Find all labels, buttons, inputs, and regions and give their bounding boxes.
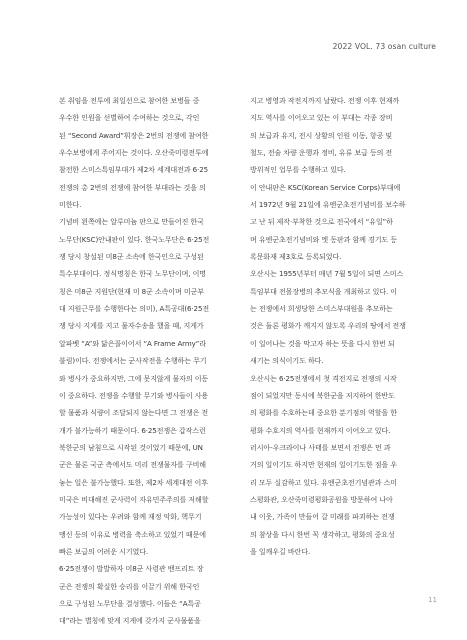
text-line: 철도, 전술 차량 운행과 정비, 유류 보급 등의 전 (250, 148, 393, 158)
text-line: 며 유엔군초전기념비와 엣 동판과 함께 경기도 등 (250, 234, 397, 244)
text-line: 가능성이 있다는 우려와 함께 재정 악화, 핵무기 (59, 512, 202, 522)
text-line: 쟁 당시 지게를 지고 물자수송을 했을 때, 지게가 (59, 321, 204, 331)
text-line: 기념비 왼쪽에는 알루미늄 판으로 만들어진 한국 (59, 217, 204, 227)
text-line: 방위적인 업무를 수행하고 있다. (250, 165, 346, 175)
text-line: 을 일깨우길 바란다. (250, 546, 311, 556)
text-line: 우수한 인원을 선별하여 수여하는 것으로, 각인 (59, 113, 200, 123)
magazine-header: 2022 VOL. 73 osan culture (332, 42, 436, 51)
text-line: 미국은 비대해진 군사력이 자유민주주의를 저해할 (59, 494, 209, 504)
text-line: 특임부대 전몰장병의 추모식을 개최하고 있다. 이 (250, 286, 397, 296)
text-line: 대 지원근무를 수행한다는 의미), A특공대(6·25전 (59, 304, 210, 314)
text-line: 대”라는 별칭에 맞게 지게에 갖가지 군사물품을 (59, 616, 201, 626)
text-line: 노무단(KSC)안내판이 있다. 한국노무단은 6·25전 (59, 234, 210, 244)
text-line: 북한군의 남침으로 시작된 것이었기 때문에, UN (59, 442, 203, 452)
article-column-right (250, 92, 443, 560)
text-line: 본 취임을 전투에 최일선으로 참여한 보병들 중 (59, 96, 200, 105)
text-line: 오산시는 1955년부터 매년 7월 5일이 되면 스미스 (250, 269, 404, 279)
text-line: 참전한 스미스특임부대가 제2차 세계대전과 6·25 (59, 165, 208, 175)
text-line: 칭은 미8군 지원단(현재 미 8군 소속이며 미군부 (59, 286, 204, 296)
text-line: 6·25전쟁이 발발하자 미8군 사령관 밴프리트 장 (59, 564, 204, 574)
article-column-left (59, 92, 252, 630)
text-line: 이 중요하다. 전쟁을 수행할 무기와 병사들이 사용 (59, 390, 209, 400)
text-line: 된 “Second Award”휘장은 2번의 전쟁에 참여한 (59, 130, 209, 140)
text-line: 리 모두 실감하고 있다. 유엔군초전기념관과 스미 (250, 477, 397, 487)
text-line: 할 물품과 식량이 조달되지 않는다면 그 전쟁은 전 (59, 408, 209, 418)
text-line: 지도 역사를 이어오고 있는 이 부대는 각종 장비 (250, 113, 393, 123)
page-number: 11 (428, 596, 437, 604)
text-line: 미한다. (59, 200, 82, 210)
text-line: 것은 둘론 평화가 깨지지 않도록 우리의 땅에서 전쟁 (250, 321, 406, 331)
text-line: 는 전쟁에서 희생당한 스미스부대원을 추모하는 (250, 304, 393, 314)
text-line: 으로 구성된 노무단을 결성했다. 이들은 “A특공 (59, 598, 201, 608)
text-line: 내 이웃, 가족이 만들어 갈 미래를 파괴하는 전쟁 (250, 512, 395, 522)
text-line: 개가 불가능하기 때문이다. 6·25전쟁은 갑작스런 (59, 425, 206, 435)
text-line: 고 난 뒤 제작·부착한 것으로 전국에서 “유일”하 (250, 217, 393, 227)
text-line: 의 평화를 수호하는데 중요한 분기점의 역할을 한 (250, 408, 397, 418)
text-line: 전쟁의 총 2번의 전쟁에 참여한 부대라는 것을 의 (59, 182, 206, 192)
text-line: 알파벳 “A”와 닮은꼴이어서 “A Frame Army”라 (59, 338, 206, 348)
text-line: 쟁 당시 창설된 미8군 소속에 한국인으로 구성된 (59, 252, 204, 262)
text-line: 오산시는 6·25전쟁에서 첫 격전지로 전쟁의 시작 (250, 373, 397, 383)
text-line: 의 보급과 유지, 전시 상황의 인원 이동, 항공 및 (250, 130, 393, 140)
text-line: 러시아-우크라이나 사태를 보면서 전쟁은 먼 과 (250, 442, 391, 452)
text-line: 평화 수호지의 역사를 현재까지 이어오고 있다. (250, 425, 391, 435)
text-line: 놓는 일은 불가능했다. 또한, 제2차 세계대전 이후 (59, 477, 208, 487)
text-line: 와 병사가 중요하지만, 그에 못지않게 물자의 이동 (59, 373, 209, 383)
text-line: 맹신 등의 이유로 병력을 축소하고 있었기 때문에 (59, 529, 206, 539)
text-line: 스평화관, 오산죽미령평화공원을 방문하여 나아 (250, 494, 393, 504)
text-line: 불림)이다. 전쟁에서는 군사작전을 수행하는 무기 (59, 356, 207, 366)
text-line: 새기는 의식이기도 하다. (250, 356, 324, 366)
text-line: 록문화재 제3호로 등록되었다. (250, 252, 342, 262)
text-line: 지고 병영과 작전지까지 날랐다. 전쟁 이후 현재까 (250, 96, 400, 105)
text-line: 서 1972년 9월 21일에 유엔군초전기념비를 보수하 (250, 200, 406, 210)
text-line: 빠른 보급의 어려운 시기였다. (59, 546, 149, 556)
text-line: 우수보병에게 주어지는 것이다. 오산죽미령전투에 (59, 148, 209, 158)
text-line: 군은 물론 국군 측에서도 미리 전쟁물자를 구비해 (59, 460, 206, 470)
text-line: 거의 일이기도 하지만 현재의 일이기도한 점을 우 (250, 460, 397, 470)
text-line: 이 일어나는 것을 막고자 하는 뜻을 다시 한번 되 (250, 338, 395, 348)
text-line: 특수부대이다. 정식명칭은 한국 노무단이며, 이명 (59, 269, 206, 279)
text-line: 점이 되었지만 동시에 북한군을 저지하여 한반도 (250, 390, 395, 400)
text-line: 군은 전쟁의 확실한 승리를 이끌기 위해 한국인 (59, 581, 200, 591)
text-line: 이 안내판은 KSC(Korean Service Corps)부대에 (250, 182, 401, 192)
text-line: 의 참상을 다시 한번 꼭 생각하고, 평화의 중요성 (250, 529, 395, 539)
